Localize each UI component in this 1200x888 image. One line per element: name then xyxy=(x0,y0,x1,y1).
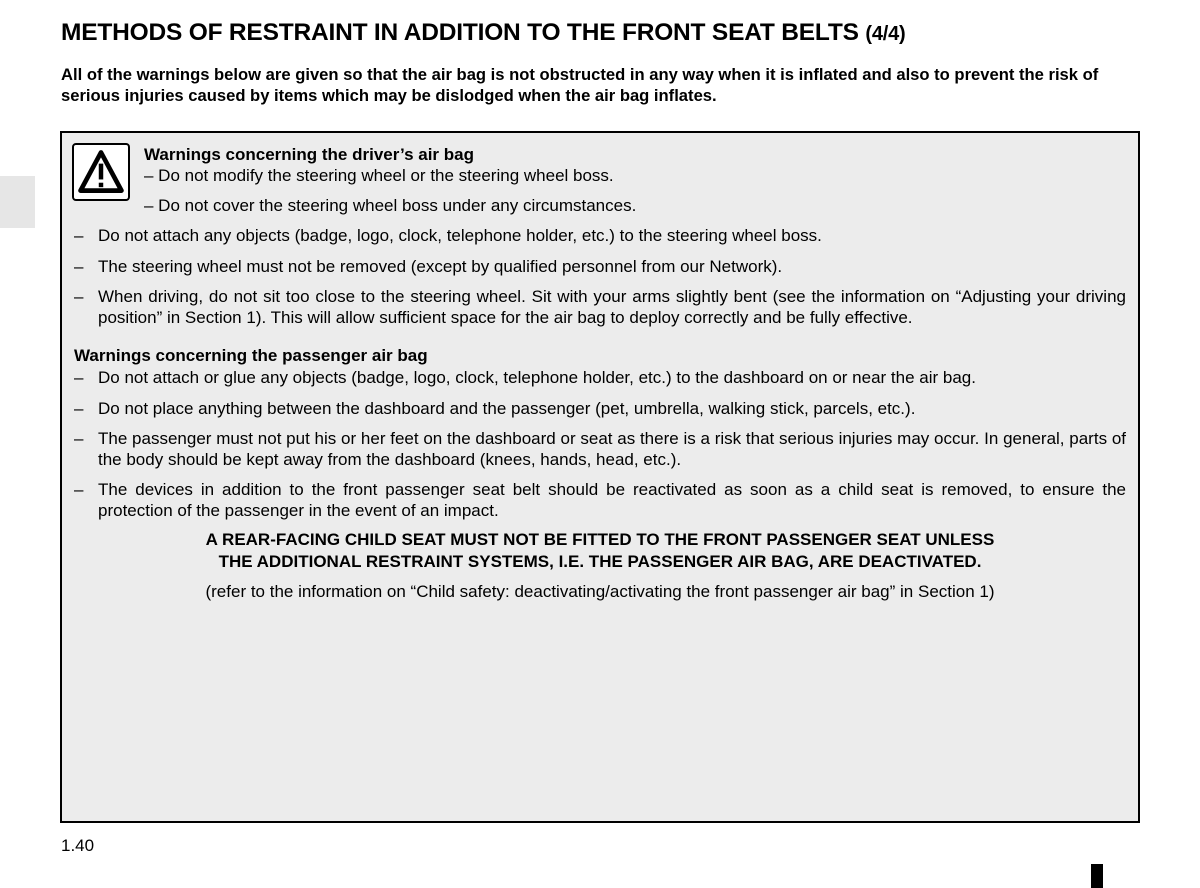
warning-triangle-icon xyxy=(72,143,130,201)
driver-airbag-heading: Warnings concerning the driver’s air bag xyxy=(144,145,474,164)
page-title-suffix: (4/4) xyxy=(865,23,906,45)
warning-item-text: The passenger must not put his or her feet on the dashboard or seat as there is a risk that serious injuries may occur. In general, parts of the body should be kept away from the dashboard (knees, hands, head, etc.). xyxy=(98,429,1126,469)
bullet-dash: – xyxy=(74,368,84,387)
page-number: 1.40 xyxy=(61,836,95,855)
passenger-warning-item xyxy=(74,479,1126,521)
warning-item-text: Do not attach any objects (badge, logo, clock, telephone holder, etc.) to the steering wheel boss. xyxy=(98,226,822,245)
intro-paragraph: All of the warnings below are given so that the air bag is not obstructed in any way when it is inflated and also to prevent the risk of serious injuries caused by items which may be dislodged when the air bag inflates. xyxy=(61,65,1099,105)
bullet-dash: – xyxy=(74,399,84,418)
warning-item-text: Do not attach or glue any objects (badge, logo, clock, telephone holder, etc.) to the dashboard on or near the air bag. xyxy=(98,368,976,387)
driver-warning-item xyxy=(74,256,1126,277)
passenger-airbag-heading: Warnings concerning the passenger air bag xyxy=(74,346,428,365)
bullet-dash: – xyxy=(74,480,84,499)
passenger-warning-item xyxy=(74,367,1126,388)
warning-item-text: The steering wheel must not be removed (except by qualified personnel from our Network). xyxy=(98,257,783,276)
driver-warning-line: – Do not cover the steering wheel boss under any circumstances. xyxy=(144,196,637,215)
bullet-dash: – xyxy=(74,226,84,245)
chapter-side-tab xyxy=(0,176,35,228)
warning-item-text: The devices in addition to the front passenger seat belt should be reactivated as soon as a child seat is removed, to ensure the protection of the passenger in the event of an impact. xyxy=(98,480,1126,520)
warning-item-text: Do not place anything between the dashboard and the passenger (pet, umbrella, walking stick, parcels, etc.). xyxy=(98,399,916,418)
passenger-warning-item xyxy=(74,428,1126,470)
driver-warning-item xyxy=(74,286,1126,328)
bullet-dash: – xyxy=(74,287,84,306)
warning-box xyxy=(60,131,1140,823)
page-title-text: METHODS OF RESTRAINT IN ADDITION TO THE FRONT SEAT BELTS xyxy=(61,19,859,46)
driver-warning-line: – Do not modify the steering wheel or the steering wheel boss. xyxy=(144,166,614,185)
child-safety-reference: (refer to the information on “Child safety: deactivating/activating the front passenger air bag” in Section 1) xyxy=(205,582,995,601)
page-title xyxy=(61,19,905,47)
warning-item-text: When driving, do not sit too close to the steering wheel. Sit with your arms slightly bent (see the information on “Adjusting your driving position” in Section 1). This will allow sufficient space for the air bag to deploy correctly and be fully effective. xyxy=(98,287,1126,327)
child-seat-notice-line2: THE ADDITIONAL RESTRAINT SYSTEMS, I.E. THE PASSENGER AIR BAG, ARE DEACTIVATED. xyxy=(218,552,982,571)
margin-marker xyxy=(1091,864,1103,888)
bullet-dash: – xyxy=(74,257,84,276)
child-seat-notice-line1: A REAR-FACING CHILD SEAT MUST NOT BE FITTED TO THE FRONT PASSENGER SEAT UNLESS xyxy=(205,530,995,549)
bullet-dash: – xyxy=(74,429,84,448)
passenger-warning-item xyxy=(74,398,1126,419)
driver-warning-item xyxy=(74,225,1126,246)
